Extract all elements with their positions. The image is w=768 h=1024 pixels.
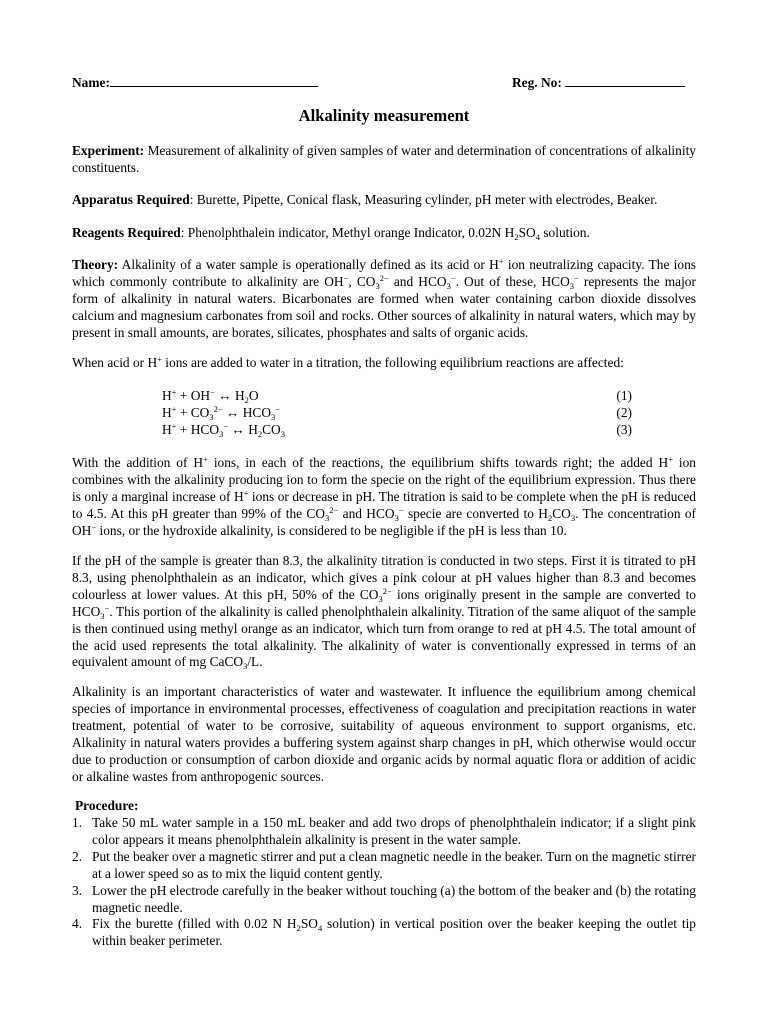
subscript: 3	[570, 512, 576, 523]
eq-text: H	[235, 388, 245, 403]
apparatus-paragraph	[72, 192, 696, 209]
eq-text: +	[179, 388, 188, 403]
ph-paragraph	[72, 553, 696, 671]
procedure-list	[72, 815, 696, 950]
superscript: +	[171, 387, 177, 397]
paragraph-text: With the addition of H	[72, 455, 204, 470]
eq-text: +	[179, 405, 188, 420]
eq-text: H	[162, 405, 172, 420]
subscript: 3	[378, 593, 383, 604]
addition-paragraph	[72, 455, 696, 540]
step-text: Put the beaker over a magnetic stirrer and put a clean magnetic needle in the beaker. Turn on the magnetic stirrer at a lower speed so as to mix the liquid content gently.	[92, 848, 696, 881]
theory-text: and HCO	[393, 273, 447, 289]
acid-intro-text: When acid or H	[72, 355, 158, 370]
theory-text: represents the major form of alkalinity in natural waters. Bicarbonates are formed when water containing carbon dioxide dissolves calcium and magnesium carbonates from soil and rocks. Other sources of alkalinity in natural waters, which may by present in small amounts, are borates, silicates, phosphates and salts of organic acids.	[72, 273, 696, 340]
superscript: +	[157, 354, 162, 364]
subscript: 3	[375, 280, 380, 291]
name-blank-line[interactable]	[110, 74, 318, 87]
experiment-label: Experiment:	[72, 143, 145, 158]
reversible-arrow-icon: ↔	[226, 405, 240, 420]
reagents-label: Reagents Required	[72, 225, 181, 240]
superscript: 2−	[379, 272, 389, 283]
reagents-text: solution.	[539, 225, 590, 240]
experiment-text: Measurement of alkalinity of given samples of water and determination of concentrations of alkalinity constituents.	[72, 143, 696, 175]
paragraph-text: ions or decrease in pH. The titration is said to be complete when the pH is reduced to 4.5. At this pH greater than 99% of the CO	[72, 488, 696, 521]
superscript: −	[91, 521, 97, 532]
reagents-paragraph	[72, 225, 696, 242]
equation-number: (3)	[616, 422, 632, 437]
subscript: 3	[394, 512, 399, 523]
subscript: 2	[547, 512, 553, 523]
step-number: 1.	[72, 815, 83, 830]
subscript: 3	[280, 429, 285, 439]
superscript: +	[171, 404, 177, 414]
superscript: +	[498, 256, 504, 266]
reagents-text: : Phenolphthalein indicator, Methyl orange Indicator, 0.02N H	[180, 225, 515, 240]
superscript: −	[210, 387, 215, 397]
superscript: +	[668, 454, 673, 464]
superscript: 2−	[329, 504, 339, 515]
step-number: 4.	[72, 916, 83, 932]
subscript: 3	[271, 412, 276, 422]
theory-text: ion neutralizing capacity. The ions which commonly contribute to alkalinity are OH	[72, 257, 697, 289]
step-text: Take 50 mL water sample in a 150 mL beaker and add two drops of phenolphthalein indicator; if a slight pink color appears it means phenolphthalein alkalinity is present in the water sample.	[92, 815, 696, 847]
step-text: Lower the pH electrode carefully in the beaker without touching (a) the bottom of the beaker and (b) the rotating magnetic needle.	[92, 882, 696, 915]
paragraph-text: ions, in each of the reactions, the equilibrium shifts towards right; the added H	[207, 455, 669, 470]
paragraph-text: specie are converted to H	[403, 505, 548, 521]
subscript: 3	[243, 661, 248, 672]
reg-no-field	[512, 74, 702, 92]
equation-1	[162, 388, 632, 405]
paragraph-text: CO	[552, 505, 571, 521]
paragraph-text: ions originally present in the sample are converted to HCO	[72, 586, 696, 619]
superscript: −	[104, 602, 110, 613]
eq-text: H	[162, 422, 172, 437]
theory-text: Alkalinity of a water sample is operationally defined as its acid or H	[121, 257, 499, 272]
theory-text: , CO	[348, 273, 376, 289]
subscript: 3	[209, 412, 214, 422]
eq-text: HCO	[190, 422, 220, 437]
theory-label: Theory:	[72, 257, 119, 272]
paragraph-text: If the pH of the sample is greater than 8.3, the alkalinity titration is conducted in two steps. First it is titrated to pH 8.3, using phenolphthalein as an indicator, which gives a pink colour at pH values higher than 8.3 and becomes colourless at lower values. At this pH, 50% of the CO	[72, 553, 696, 602]
eq-text: HCO	[242, 405, 272, 420]
subscript: 2	[257, 429, 263, 439]
apparatus-label: Apparatus Required	[72, 192, 190, 207]
subscript: 3	[569, 280, 574, 291]
superscript: 2−	[213, 404, 223, 414]
subscript: 4	[317, 923, 323, 934]
procedure-heading: Procedure:	[75, 798, 139, 813]
name-label: Name:	[72, 75, 110, 90]
apparatus-text: : Burette, Pipette, Conical flask, Measuring cylinder, pH meter with electrodes, Beaker.	[189, 192, 658, 207]
procedure-step	[72, 916, 696, 950]
experiment-paragraph	[72, 143, 696, 177]
superscript: −	[398, 504, 404, 515]
acid-intro-paragraph	[72, 355, 696, 372]
name-field	[72, 74, 332, 92]
eq-text: +	[179, 422, 188, 437]
page-title: Alkalinity measurement	[298, 106, 470, 125]
reversible-arrow-icon: ↔	[218, 388, 232, 403]
subscript: 2	[244, 395, 249, 405]
subscript: 3	[100, 610, 105, 621]
superscript: −	[450, 272, 456, 283]
paragraph-text: and HCO	[338, 505, 395, 521]
superscript: 2−	[382, 585, 392, 596]
step-number: 2.	[72, 848, 83, 864]
procedure-step	[72, 849, 696, 883]
superscript: −	[343, 272, 349, 283]
eq-text: OH	[190, 388, 211, 403]
equation-number: (1)	[616, 388, 632, 403]
subscript: 3	[219, 429, 224, 439]
step-text: solution) in vertical position over the beaker keeping the outlet tip within beaker perimeter.	[92, 916, 696, 949]
reversible-arrow-icon: ↔	[231, 422, 245, 437]
reg-no-blank-line[interactable]	[565, 74, 685, 87]
paragraph-text: ions, or the hydroxide alkalinity, is considered to be negligible if the pH is less than 10.	[96, 522, 567, 538]
theory-paragraph	[72, 257, 696, 342]
subscript: 3	[446, 280, 451, 291]
step-text: SO	[300, 916, 318, 932]
equation-3	[162, 422, 632, 439]
subscript: 4	[535, 232, 540, 242]
subscript: 2	[296, 923, 301, 934]
step-text: Fix the burette (filled with 0.02 N H	[92, 916, 297, 932]
superscript: +	[171, 421, 177, 431]
acid-intro-text: ions are added to water in a titration, the following equilibrium reactions are affected:	[161, 355, 624, 370]
equation-number: (2)	[616, 405, 632, 420]
paragraph-text: ion combines with the alkalinity producing ion to form the specie on the right of the equilibrium expression. Thus there is only a marginal increase of H	[72, 455, 696, 504]
procedure-step	[72, 883, 696, 917]
superscript: −	[573, 272, 579, 283]
paragraph-text: /L.	[247, 654, 263, 670]
reagents-text: SO	[518, 225, 536, 240]
equation-2	[162, 405, 632, 422]
paragraph-text: . The concentration of OH	[72, 505, 696, 538]
eq-text: H	[162, 388, 172, 403]
superscript: −	[223, 421, 229, 431]
reg-no-label: Reg. No:	[512, 75, 562, 90]
paragraph-text: . This portion of the alkalinity is called phenolphthalein alkalinity. Titration of the same aliquot of the sample is then continued using methyl orange as an indicator, which turn from orange to red at pH 4.5. The total amount of the acid used represents the total alkalinity. The alkalinity of water is conventionally expressed in terms of an equivalent amount of mg CaCO	[72, 603, 696, 670]
eq-text: CO	[190, 405, 210, 420]
importance-paragraph: Alkalinity is an important characteristics of water and wastewater. It influence the equilibrium among chemical species of importance in environmental processes, effectiveness of coagulation and precipitation reactions in water treatment, potential of water to be corrosive, suitability of aqueous environment to support organisms, etc. Alkalinity in natural waters provides a buffering system against sharp changes in pH, which otherwise would occur due to production or consumption of carbon dioxide and organic acids by normal aquatic flora or addition of acidic or alkaline wastes from anthropogenic sources.	[72, 684, 696, 784]
procedure-step	[72, 815, 696, 849]
superscript: +	[243, 487, 249, 498]
superscript: −	[275, 404, 281, 414]
eq-text: H	[248, 422, 258, 437]
eq-text: CO	[262, 422, 281, 437]
theory-text: . Out of these, HCO	[455, 273, 570, 289]
subscript: 3	[325, 512, 330, 523]
eq-text: O	[248, 388, 259, 403]
subscript: 2	[514, 232, 519, 242]
superscript: +	[203, 454, 208, 464]
step-number: 3.	[72, 882, 83, 898]
